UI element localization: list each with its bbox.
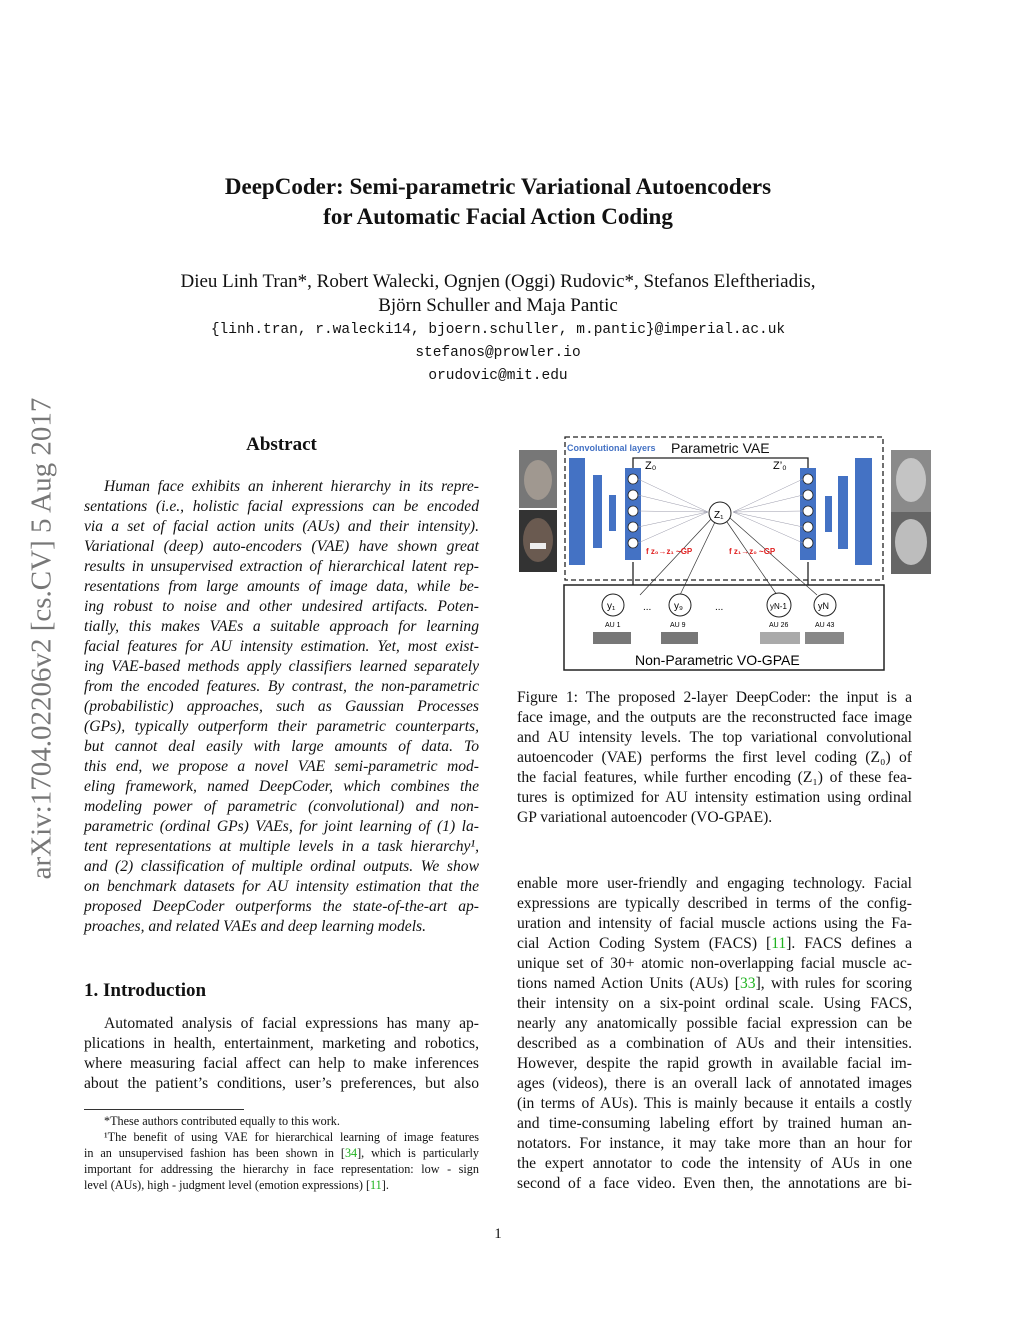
citation-link[interactable]: 11	[771, 935, 787, 952]
text-line: Variational (deep) auto-encoders (VAE) have shown great	[84, 538, 479, 555]
text-line: ing robust to noise and other undesired artifacts. Poten-	[84, 598, 479, 615]
vo-gpae-label: Non-Parametric VO-GPAE	[635, 652, 800, 668]
svg-text:...: ...	[643, 602, 652, 613]
z1-label: Z₁	[714, 510, 724, 521]
au-patches	[593, 632, 844, 644]
gp-mapping-1-label: f z₀→z₁ ~GP	[646, 547, 693, 556]
text-line: cial Action Coding System (FACS) [11]. FACS defines a	[517, 935, 912, 952]
abstract-body	[84, 477, 479, 937]
text-line: Automated analysis of facial expressions has many ap-	[104, 1015, 479, 1032]
svg-text:y₁: y₁	[607, 601, 616, 612]
text-line: described as a combination of AUs and their intensities.	[517, 1035, 912, 1052]
text-line: *These authors contributed equally to this work.	[104, 1114, 340, 1128]
right-column-body	[517, 874, 912, 1194]
text-line: proposed DeepCoder outperforms the state-of-the-art ap-	[84, 898, 479, 915]
text-line: ¹The benefit of using VAE for hierarchical learning of image features	[104, 1130, 479, 1144]
text-line: and (2) classification of multiple ordinal outputs. We show	[84, 858, 479, 875]
z0-label: Z₀	[645, 460, 657, 472]
text-line: However, despite the rapid growth in available facial im-	[517, 1055, 912, 1072]
text-line: sentations (i.e., holistic facial expressions can be encoded	[84, 498, 479, 515]
svg-text:AU 1: AU 1	[605, 622, 621, 629]
footnotes	[84, 1113, 479, 1193]
figure-1-diagram	[515, 430, 935, 680]
text-line: and AU intensity levels. The top variational convolutional	[517, 729, 912, 746]
authors-line-1: Dieu Linh Tran*, Robert Walecki, Ognjen (Oggi) Rudovic*, Stefanos Eleftheriadis,	[180, 271, 816, 292]
svg-text:yN-1: yN-1	[770, 602, 787, 611]
svg-text:y₉: y₉	[674, 601, 683, 612]
email-line-2: stefanos@prowler.io	[415, 345, 581, 361]
text-line: expressions are typically described in terms of the config-	[517, 895, 912, 912]
citation-link[interactable]: 33	[739, 975, 756, 992]
citation-link[interactable]: 34	[344, 1146, 358, 1160]
text-line: where measuring facial affect can help to make inferences	[84, 1055, 479, 1072]
text-line: plications in health, entertainment, marketing and robotics,	[84, 1035, 479, 1052]
text-line: in an unsupervised fashion has been shown in [34], which is particularly	[84, 1146, 479, 1160]
text-line: on benchmark datasets for AU intensity estimation that the	[84, 878, 479, 895]
text-line: notators. For instance, it may take more than an hour for	[517, 1135, 912, 1152]
text-line: tions named Action Units (AUs) [33], with rules for scoring	[517, 975, 912, 992]
text-line: their intensity on a six-point ordinal scale. Using FACS,	[517, 995, 912, 1012]
text-line: tent representations at multiple levels in a task hierarchy¹,	[84, 838, 479, 855]
abstract-heading: Abstract	[246, 434, 317, 455]
text-line: parametric (ordinal GPs) VAEs, for joint learning of (1) la-	[84, 818, 479, 835]
text-line: tures is optimized for AU intensity estimation using ordinal	[517, 789, 912, 806]
text-line: this end, we propose a novel VAE semi-parametric mod-	[84, 758, 479, 775]
text-line: level (AUs), high - judgment level (emotion expressions) [11].	[84, 1178, 389, 1192]
text-line: and time-consuming labeling effort by trained human an-	[517, 1115, 912, 1132]
text-line: autoencoder (VAE) performs the first level coding (Z₀) of	[517, 749, 912, 766]
z0-prime-label: Z’₀	[773, 460, 787, 472]
gp-arrows	[640, 518, 817, 595]
text-line: important for addressing the hierarchy in face representation: low - sign	[84, 1162, 479, 1176]
text-line: second of a face video. Even then, the annotations are bi-	[517, 1175, 912, 1192]
text-line: nearly any anatomically possible facial expression can be	[517, 1015, 912, 1032]
parametric-vae-label: Parametric VAE	[671, 440, 770, 456]
text-line: unique set of 30+ atomic non-overlapping facial muscle ac-	[517, 955, 912, 972]
arxiv-identifier[interactable]: arXiv:1704.02206v2 [cs.CV] 5 Aug 2017	[25, 397, 58, 880]
text-line: (GPs), typically outperform their parametric counterparts,	[84, 718, 479, 735]
svg-text:AU 9: AU 9	[670, 622, 686, 629]
conv-layers-label: Convolutional layers	[567, 443, 656, 453]
text-line: GP variational autoencoder (VO-GPAE).	[517, 809, 773, 826]
introduction-heading: 1. Introduction	[84, 980, 207, 1001]
paper-title-line-2: for Automatic Facial Action Coding	[323, 204, 673, 229]
output-nodes	[602, 593, 836, 617]
gp-mapping-2-label: f z₁→z₀ ~GP	[729, 547, 776, 556]
text-line: ing VAE-based methods apply classifiers learned separately	[84, 658, 479, 675]
text-line: face image, and the outputs are the reconstructed face image	[517, 709, 912, 726]
text-line: the facial features, while further encoding (Z₁) of these fea-	[517, 769, 912, 786]
text-line: about the patient’s conditions, user’s preferences, but also	[84, 1075, 479, 1092]
introduction-body	[84, 1014, 479, 1094]
citation-link[interactable]: 11	[370, 1178, 382, 1192]
text-line: via a set of facial action units (AUs) and their intensity).	[84, 518, 479, 535]
text-line: results in unsupervised extraction of hierarchical latent rep-	[84, 558, 479, 575]
email-line-3: orudovic@mit.edu	[428, 368, 568, 384]
text-line: proaches, and related VAEs and deep learning models.	[84, 918, 426, 935]
text-line: uration and intensity of facial muscle actions using the Fa-	[517, 915, 912, 932]
svg-text:yN: yN	[818, 601, 829, 611]
svg-text:AU 26: AU 26	[769, 622, 789, 629]
text-line: tially, this makes VAEs a suitable approach for learning	[84, 618, 479, 635]
text-line: Human face exhibits an inherent hierarchy in its repre-	[104, 478, 479, 495]
text-line: resentations from large amounts of image data, while be-	[84, 578, 479, 595]
text-line: eling framework, named DeepCoder, which combines the	[84, 778, 479, 795]
text-line: the expert annotator to code the intensity of AUs in one	[517, 1155, 912, 1172]
footnote-divider	[84, 1109, 244, 1110]
page-number: 1	[494, 1226, 502, 1242]
text-line: Figure 1: The proposed 2-layer DeepCoder: the input is a	[517, 689, 912, 706]
text-line: facial features for AU intensity estimation. Yet, most exist-	[84, 638, 479, 655]
text-line: enable more user-friendly and engaging technology. Facial	[517, 875, 912, 892]
authors-line-2: Björn Schuller and Maja Pantic	[378, 295, 618, 316]
paper-title-line-1: DeepCoder: Semi-parametric Variational Autoencoders	[224, 174, 772, 199]
text-line: ages (videos), there is an overall lack of annotated images	[517, 1075, 912, 1092]
text-line: (in terms of AUs). This is mainly because it entails a costly	[517, 1095, 912, 1112]
au-labels	[605, 622, 835, 629]
email-line-1: {linh.tran, r.walecki14, bjoern.schuller, m.pantic}@imperial.ac.uk	[210, 322, 786, 338]
text-line: modeling power of parametric (convolutional) and non-	[84, 798, 479, 815]
svg-text:...: ...	[715, 602, 724, 613]
svg-text:AU 43: AU 43	[815, 622, 835, 629]
figure-1-caption	[517, 688, 912, 828]
text-line: from the encoded features. By contrast, the non-parametric	[84, 678, 479, 695]
text-line: but cannot deal easily with large amounts of data. To	[84, 738, 479, 755]
text-line: (probabilistic) approaches, such as Gaussian Processes	[84, 698, 479, 715]
